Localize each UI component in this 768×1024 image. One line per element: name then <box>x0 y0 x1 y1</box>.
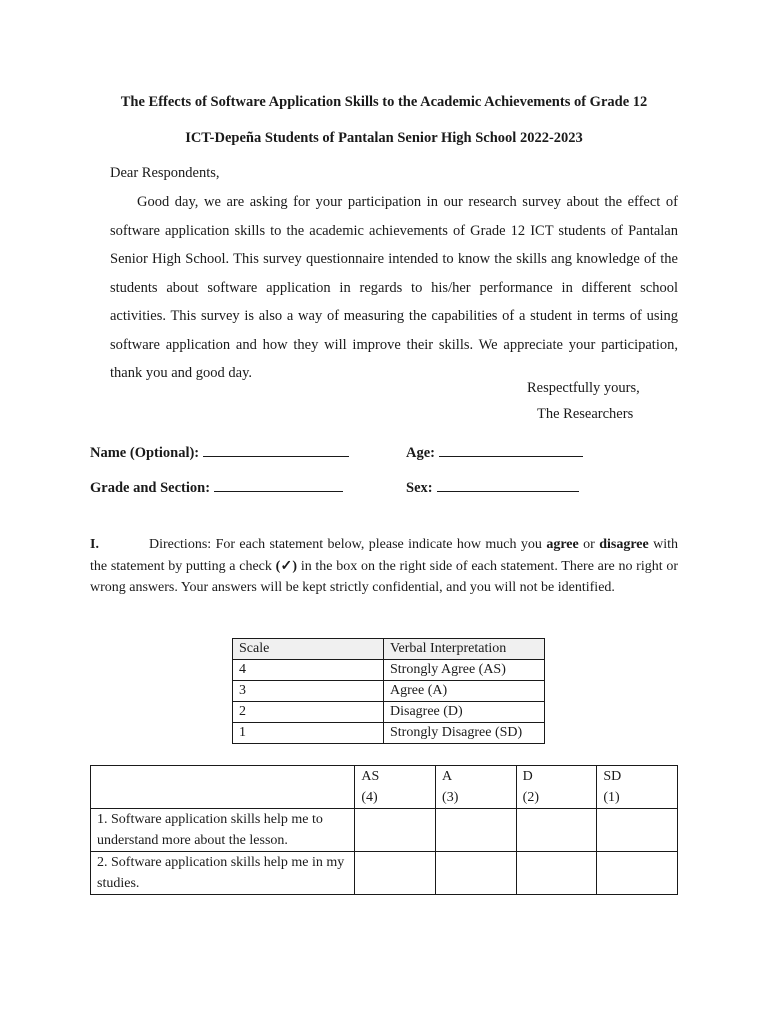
signature: The Researchers <box>537 406 634 422</box>
sex-blank[interactable] <box>437 477 579 492</box>
answer-box-a[interactable] <box>436 852 517 895</box>
answer-box-as[interactable] <box>355 809 436 852</box>
document-title-line-2: ICT-Depeña Students of Pantalan Senior High School 2022-2023 <box>185 130 583 146</box>
directions-text-2: with the statement by putting a check <box>90 537 679 574</box>
or-word: or <box>583 537 595 552</box>
scale-interpretation: Strongly Agree (AS) <box>384 660 545 681</box>
rating-header-sd <box>597 766 678 809</box>
answer-box-a[interactable] <box>436 809 517 852</box>
salutation: Dear Respondents, <box>110 165 220 181</box>
name-field <box>90 442 349 462</box>
answer-box-d[interactable] <box>516 809 597 852</box>
scale-interpretation: Strongly Disagree (SD) <box>384 723 545 744</box>
sex-field <box>406 477 579 497</box>
letter-body: Good day, we are asking for your participation in our research survey about the effect of software application skills to the academic achievements of Grade 12 ICT students of Pantalan Senior High School. This survey questionnaire intended to know the skills ang knowledge of the students about software application in regards to his/her performance in different school activities. This survey is also a way of measuring the capabilities of a student in terms of using software application and how they will improve their skills. We appreciate your participation, thank you and good day. <box>110 194 678 381</box>
scale-value: 4 <box>233 660 384 681</box>
section-number: I. <box>90 537 99 552</box>
rating-score: (3) <box>442 790 459 805</box>
statement-header-cell <box>91 766 355 809</box>
rating-code: SD <box>603 769 622 784</box>
directions-paragraph <box>90 534 678 599</box>
rating-score: (4) <box>361 790 378 805</box>
rating-header-as <box>355 766 436 809</box>
directions-text-3: in the box on the right side of each statement. There are no right or wrong answers. Your answers will be kept strictly confidential, and you will not be identified. <box>90 558 678 595</box>
statement-text: 1. Software application skills help me to understand more about the lesson. <box>91 809 355 852</box>
age-label: Age: <box>406 445 435 461</box>
scale-interpretation: Agree (A) <box>384 681 545 702</box>
rating-header-a <box>436 766 517 809</box>
rating-code: AS <box>361 769 380 784</box>
age-blank[interactable] <box>439 442 583 457</box>
scale-row <box>233 660 545 681</box>
age-field <box>406 442 583 462</box>
answer-box-as[interactable] <box>355 852 436 895</box>
scale-interpretation: Disagree (D) <box>384 702 545 723</box>
statement-row <box>91 809 678 852</box>
directions-text-1: Directions: For each statement below, please indicate how much you <box>148 537 542 552</box>
rating-score: (2) <box>522 790 539 805</box>
grade-section-blank[interactable] <box>214 477 343 492</box>
answer-box-d[interactable] <box>516 852 597 895</box>
scale-row <box>233 681 545 702</box>
scale-value: 2 <box>233 702 384 723</box>
check-mark-icon: (✓) <box>275 558 298 574</box>
answer-box-sd[interactable] <box>597 852 678 895</box>
statement-row <box>91 852 678 895</box>
scale-row <box>233 723 545 744</box>
rating-code: D <box>522 769 533 784</box>
statement-text: 2. Software application skills help me in my studies. <box>91 852 355 895</box>
rating-table <box>90 765 678 895</box>
closing: Respectfully yours, <box>527 380 640 396</box>
rating-score: (1) <box>603 790 620 805</box>
scale-table-header <box>233 639 545 660</box>
scale-table <box>232 638 545 744</box>
rating-table-header <box>91 766 678 809</box>
rating-code: A <box>442 769 453 784</box>
disagree-word: disagree <box>599 537 649 552</box>
agree-word: agree <box>546 537 579 552</box>
grade-section-field <box>90 477 343 497</box>
name-label: Name (Optional): <box>90 445 200 461</box>
answer-box-sd[interactable] <box>597 809 678 852</box>
scale-header-cell: Scale <box>233 639 384 660</box>
scale-row <box>233 702 545 723</box>
grade-section-label: Grade and Section: <box>90 480 211 496</box>
name-blank[interactable] <box>203 442 349 457</box>
rating-header-d <box>516 766 597 809</box>
sex-label: Sex: <box>406 480 433 496</box>
interpretation-header-cell: Verbal Interpretation <box>384 639 545 660</box>
document-title-line-1: The Effects of Software Application Skills to the Academic Achievements of Grade 12 <box>120 94 648 110</box>
scale-value: 3 <box>233 681 384 702</box>
scale-value: 1 <box>233 723 384 744</box>
